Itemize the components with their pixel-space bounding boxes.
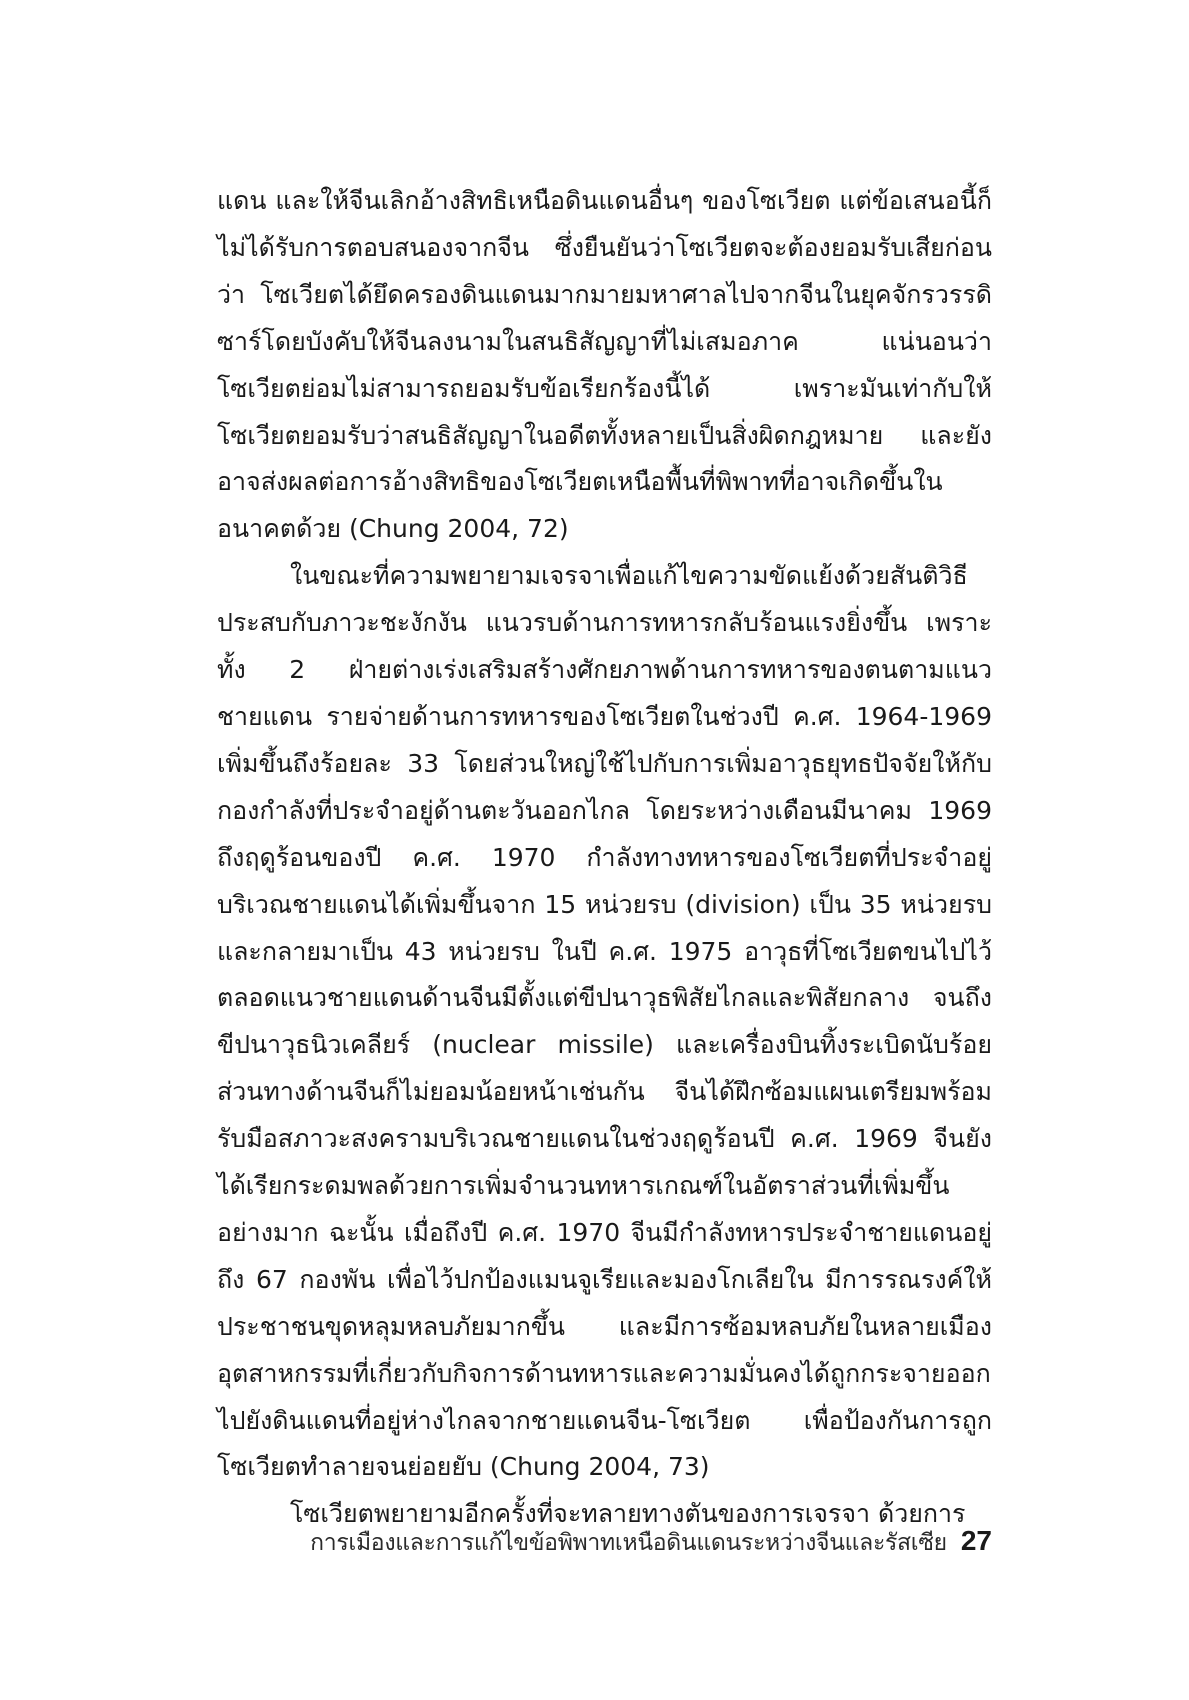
page-number: 27 [960,1525,992,1556]
paragraph-military-buildup: ในขณะที่ความพยายามเจรจาเพื่อแก้ไขความขัดแย้งด้วยสันติวิธีประสบกับภาวะชะงักงัน แนวรบด้านการทหารกลับร้อนแรงยิ่งขึ้น เพราะทั้ง 2 ฝ่ายต่างเร่งเสริมสร้างศักยภาพด้านการทหารของตนตามแนวชายแดน รายจ่ายด้านการทหารของโซเวียตในช่วงปี ค.ศ. 1964-1969 เพิ่มขึ้นถึงร้อยละ 33 โดยส่วนใหญ่ใช้ไปกับการเพิ่มอาวุธยุทธปัจจัยให้กับกองกำลังที่ประจำอยู่ด้านตะวันออกไกล โดยระหว่างเดือนมีนาคม 1969 ถึงฤดูร้อนของปี ค.ศ. 1970 กำลังทางทหารของโซเวียตที่ประจำอยู่บริเวณชายแดนได้เพิ่มขึ้นจาก 15 หน่วยรบ (division) เป็น 35 หน่วยรบและกลายมาเป็น 43 หน่วยรบ ในปี ค.ศ. 1975 อาวุธที่โซเวียตขนไปไว้ตลอดแนวชายแดนด้านจีนมีตั้งแต่ขีปนาวุธพิสัยไกลและพิสัยกลาง จนถึงขีปนาวุธนิวเคลียร์ (nuclear missile) และเครื่องบินทิ้งระเบิดนับร้อย ส่วนทางด้านจีนก็ไม่ยอมน้อยหน้าเช่นกัน จีนได้ฝึกซ้อมแผนเตรียมพร้อมรับมือสภาวะสงครามบริเวณชายแดนในช่วงฤดูร้อนปี ค.ศ. 1969 จีนยังได้เรียกระดมพลด้วยการเพิ่มจำนวนทหารเกณฑ์ในอัตราส่วนที่เพิ่มขึ้นอย่างมาก ฉะนั้น เมื่อถึงปี ค.ศ. 1970 จีนมีกำลังทหารประจำชายแดนอยู่ถึง 67 กองพัน เพื่อไว้ปกป้องแมนจูเรียและมองโกเลียใน มีการรณรงค์ให้ประชาชนขุดหลุมหลบภัยมากขึ้น และมีการซ้อมหลบภัยในหลายเมือง อุตสาหกรรมที่เกี่ยวกับกิจการด้านทหารและความมั่นคงได้ถูกกระจายออกไปยังดินแดนที่อยู่ห่างไกลจากชายแดนจีน-โซเวียต เพื่อป้องกันการถูกโซเวียตทำลายจนย่อยยับ (Chung 2004, 73) [217,561,992,1482]
body-text [217,178,992,1538]
page-footer [310,1525,992,1561]
running-title: การเมืองและการแก้ไขข้อพิพาทเหนือดินแดนระหว่างจีนและรัสเซีย [310,1530,947,1556]
paragraph-continued: แดน และให้จีนเลิกอ้างสิทธิเหนือดินแดนอื่นๆ ของโซเวียต แต่ข้อเสนอนี้ก็ไม่ได้รับการตอบสนองจากจีน ซึ่งยืนยันว่าโซเวียตจะต้องยอมรับเสียก่อนว่า โซเวียตได้ยึดครองดินแดนมากมายมหาศาลไปจากจีนในยุคจักรวรรดิซาร์โดยบังคับให้จีนลงนามในสนธิสัญญาที่ไม่เสมอภาค แน่นอนว่าโซเวียตย่อมไม่สามารถยอมรับข้อเรียกร้องนี้ได้ เพราะมันเท่ากับให้โซเวียตยอมรับว่าสนธิสัญญาในอดีตทั้งหลายเป็นสิ่งผิดกฎหมาย และยังอาจส่งผลต่อการอ้างสิทธิของโซเวียตเหนือพื้นที่พิพาทที่อาจเกิดขึ้นในอนาคตด้วย (Chung 2004, 72) [217,186,992,544]
paragraph-soviet-attempt: โซเวียตพยายามอีกครั้งที่จะทลายทางตันของการเจรจา ด้วยการ [290,1499,966,1529]
